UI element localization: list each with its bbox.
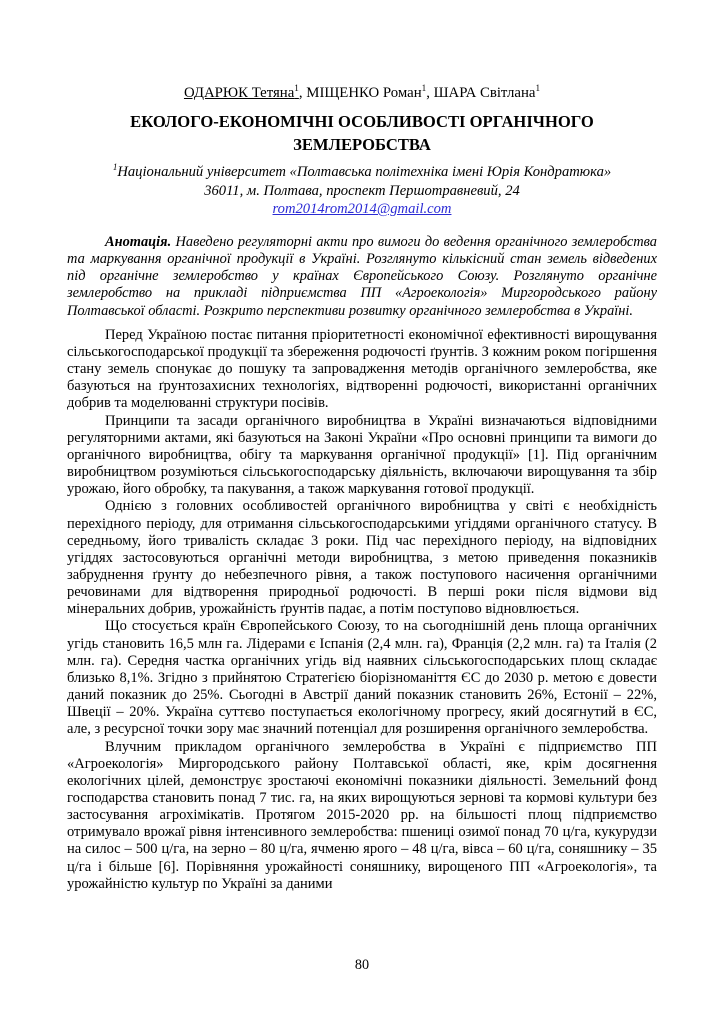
email-link[interactable]: rom2014rom2014@gmail.com	[272, 201, 452, 218]
author-1	[184, 85, 299, 101]
affiliation-line	[67, 163, 657, 182]
body-paragraph-3: Однією з головних особливостей органічного виробництва у світі є необхідність перехідного періоду, для отримання сільськогосподарськими угіддями органічного статусу. В середньому, його тривалість складає 3 роки. Під час перехідного періоду, на відповідних угіддях застосовуються органічні методи виробництва, з метою приведення показників забруднення ґрунту до небезпечного рівня, а також поступового насичення органічними речовинами для відтворення природньої родючості. В перші роки після відмови від мінеральних добрив, урожайність ґрунтів падає, а потім поступово відновлюється.	[67, 498, 657, 618]
authors-line	[67, 84, 657, 102]
affiliation-block	[67, 163, 657, 219]
body-paragraph-5: Влучним прикладом органічного землеробства в Україні є підприємство ПП «Агроекологія» Миргородського району Полтавської області, яке, крім досягнення екологічних цілей, демонструє зростаючі економічні показники діяльності. Земельний фонд господарства становить понад 7 тис. га, на яких вирощуються зернові та кормові культури без застосування агрохімікатів. Протягом 2015-2020 рр. на більшості площ підприємство отримувало врожаї рівня інтенсивного землеробства: пшениці озимої понад 70 ц/га, кукурудзи на силос – 500 ц/га, на зерно – 80 ц/га, ячменю ярого – 48 ц/га, вівса – 60 ц/га, соняшнику – 35 ц/га і більше [6]. Порівняння урожайності соняшнику, вирощеного ПП «Агроекологія», та урожайністю культур по Україні за даними	[67, 738, 657, 892]
author-2-name: МІЩЕНКО Роман	[306, 85, 422, 101]
author-2	[306, 85, 426, 101]
paper-title: ЕКОЛОГО-ЕКОНОМІЧНІ ОСОБЛИВОСТІ ОРГАНІЧНОГО ЗЕМЛЕРОБСТВА	[130, 112, 594, 154]
body-paragraph-2: Принципи та засади органічного виробництва в Україні визначаються відповідними регуляторними актами, які базуються на Законі України «Про основні принципи та вимоги до органічного виробництва, обігу та маркування органічної продукції» [1]. Під органічним виробництвом розуміються сільськогосподарську діяльність, включаючи вирощування та збір урожаю, його обробку, та пакування, а також маркування готової продукції.	[67, 412, 657, 498]
body-paragraph-4: Що стосується країн Європейського Союзу, то на сьогоднішній день площа органічних угідь становить 16,5 млн га. Лідерами є Іспанія (2,4 млн. га), Франція (2,2 млн. га) та Італія (2 млн. га). Середня частка органічних угідь від наявних сільськогосподарських площ складає близько 8,1%. Згідно з прийнятою Стратегією біорізноманіття ЄС до 2030 р. метою є довести даний показник до 25%. Сьогодні в Австрії даний показник становить 26%, Естонії – 22%, Швеції – 20%. Україна суттєво поступається екологічному прогресу, який досягнутий в ЄС, але, з ресурсної точки зору має значний потенціал для розширення органічного землеробства.	[67, 618, 657, 738]
author-1-affiliation-mark: 1	[294, 83, 299, 94]
abstract	[67, 234, 657, 320]
article-body	[67, 327, 657, 893]
authors-separator-2: ,	[426, 85, 434, 101]
author-1-name: ОДАРЮК Тетяна	[183, 85, 295, 101]
author-3-name: ШАРА Світлана	[433, 85, 536, 101]
affiliation-mark: 1	[112, 162, 118, 173]
page-number: 80	[354, 957, 370, 973]
abstract-label: Анотація.	[105, 233, 172, 250]
email-line	[67, 200, 657, 219]
author-3	[434, 85, 540, 101]
affiliation-address: 36011, м. Полтава, проспект Першотравневий, 24	[204, 182, 520, 199]
body-paragraph-1: Перед Україною постає питання пріоритетності економічної ефективності вирощування сільськогосподарської продукції та збереження родючості ґрунтів. З кожним роком погіршення стану земель спонукає до пошуку та запровадження методів органічного землеробства, яке базуються на ґрунтозахисних технологіях, відтворенні родючості, використанні органічних добрив та моделюванні структури посівів.	[67, 326, 657, 412]
affiliation-name: Національний університет «Полтавська політехніка імені Юрія Кондратюка»	[117, 164, 612, 180]
abstract-text: Наведено регуляторні акти про вимоги до ведення органічного землеробства та маркування органічної продукції в Україні. Розглянуто кількісний стан земель відведених під органічне землеробство у країнах Європейського Союзу. Розглянуто органічне землеробство на прикладі підприємства ПП «Агроекологія» Миргородського району Полтавської області. Розкрито перспективи розвитку органічного землеробства в Україні.	[67, 233, 657, 319]
authors-separator-1: ,	[298, 85, 307, 101]
author-2-affiliation-mark: 1	[421, 83, 427, 94]
author-3-affiliation-mark: 1	[535, 83, 541, 94]
